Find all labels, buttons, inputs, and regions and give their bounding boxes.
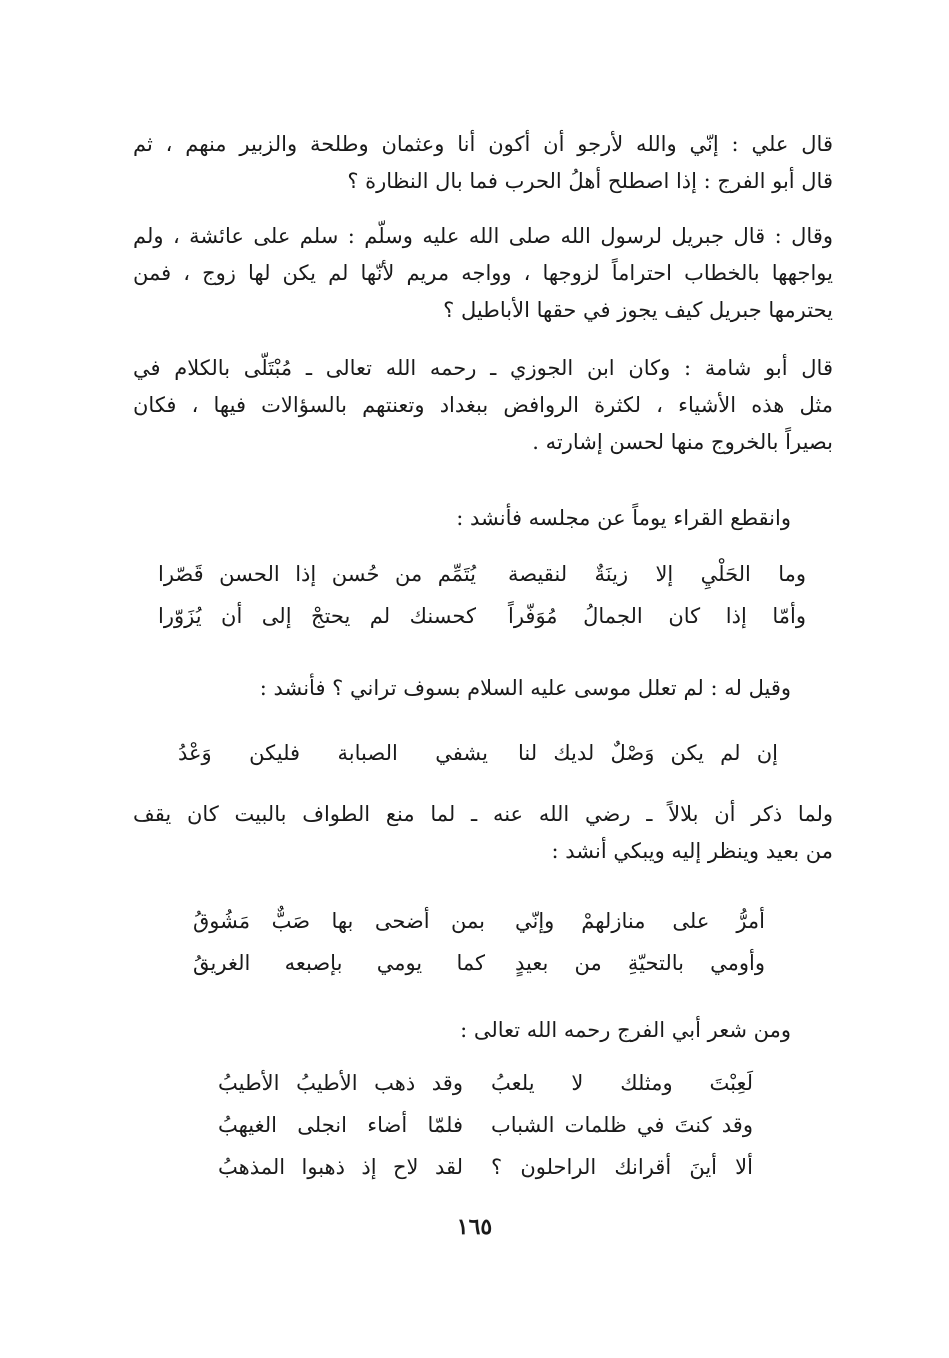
text-line: قال أبو الفرج : إذا اصطلح أهلُ الحرب فما بال النظارة ؟ (347, 169, 833, 193)
text-line: قال علي : إنّي والله لأرجو أن أكون أنا وعثمان وطلحة والزبير منهم ، ثم (133, 132, 833, 156)
verse-hemistich-second: يشفي الصبابة فليكن وَعْدُ (178, 741, 488, 765)
text-line: بصيراً بالخروج منها لحسن إشارته . (532, 430, 833, 454)
verse-line (218, 1062, 753, 1104)
verse-line (193, 900, 765, 942)
text-line: مثل هذه الأشياء ، لكثرة الروافض ببغداد وتعنتهم بالسؤالات فيها ، فكان (133, 393, 833, 417)
verse-line (193, 942, 765, 984)
verse-hemistich-first: أمرُّ على منازلهمْ وإنّي (515, 909, 765, 933)
poem-intro-2: وقيل له : لم تعلل موسى عليه السلام بسوف تراني ؟ فأنشد : (259, 676, 791, 700)
verse-line (218, 1146, 753, 1188)
poem-intro-3: ومن شعر أبي الفرج رحمه الله تعالى : (460, 1018, 791, 1042)
text-line: وقال : قال جبريل لرسول الله صلى الله عليه وسلّم : سلم على عائشة ، ولم (133, 224, 833, 248)
verse-hemistich-first: وأومي بالتحيّةِ من بعيدٍ (515, 951, 765, 975)
verse-line (158, 553, 806, 595)
verse-hemistich-first: وقد كنتَ في ظلمات الشباب (491, 1113, 753, 1137)
verse-line (218, 1104, 753, 1146)
text-line: قال أبو شامة : وكان ابن الجوزي ـ رحمه الله تعالى ـ مُبْتَلّى بالكلام في (133, 356, 833, 380)
verse-hemistich-second: وقد ذهب الأطيبُ الأطيبُ (218, 1071, 463, 1095)
verse-hemistich-first: ألا أينَ أقرانك الراحلون ؟ (491, 1155, 753, 1179)
paragraph-1 (133, 126, 833, 200)
verse-hemistich-first: إن لم يكن وَصْلٌ لديك لنا (518, 741, 778, 765)
poem-3 (193, 900, 765, 984)
verse-hemistich-second: كحسنك لم يحتجْ إلى أن يُزَوّرا (158, 604, 476, 628)
poem-4 (218, 1062, 753, 1188)
verse-hemistich-first: وما الحَلْيِ إلا زينَةٌ لنقيصة (508, 562, 806, 586)
verse-hemistich-second: فلمّا أضاء انجلى الغيهبُ (218, 1113, 463, 1137)
verse-hemistich-first: لَعِبْتَ ومثلك لا يلعبُ (491, 1071, 753, 1095)
poem-2 (178, 732, 778, 774)
verse-hemistich-first: وأمّا إذا كان الجمالُ مُوَفّراً (508, 604, 806, 628)
poem-intro-1: وانقطع القراء يوماً عن مجلسه فأنشد : (456, 506, 791, 530)
paragraph-2 (133, 218, 833, 329)
text-line: ولما ذكر أن بلالاً ـ رضي الله عنه ـ لما منع الطواف بالبيت كان يقف (133, 802, 833, 826)
verse-hemistich-second: بمن أضحى بها صَبٌّ مَشُوقُ (193, 909, 485, 933)
verse-hemistich-second: يُتَمِّم من حُسن إذا الحسن قَصّرا (158, 562, 476, 586)
verse-hemistich-second: كما يومي بإصبعه الغريقُ (193, 951, 485, 975)
page-number: ١٦٥ (456, 1214, 493, 1240)
verse-line (178, 732, 778, 774)
verse-hemistich-second: لقد لاح إذ ذهبوا المذهبُ (218, 1155, 463, 1179)
verse-line (158, 595, 806, 637)
text-line: يحترمها جبريل كيف يجوز في حقها الأباطيل ؟ (443, 298, 833, 322)
paragraph-4 (133, 796, 833, 870)
text-line: يواجهها بالخطاب احتراماً لزوجها ، وواجه مريم لأنّها لم يكن لها زوج ، فمن (133, 261, 833, 285)
text-line: من بعيد وينظر إليه ويبكي أنشد : (551, 839, 833, 863)
paragraph-3 (133, 350, 833, 461)
poem-1 (158, 553, 806, 637)
